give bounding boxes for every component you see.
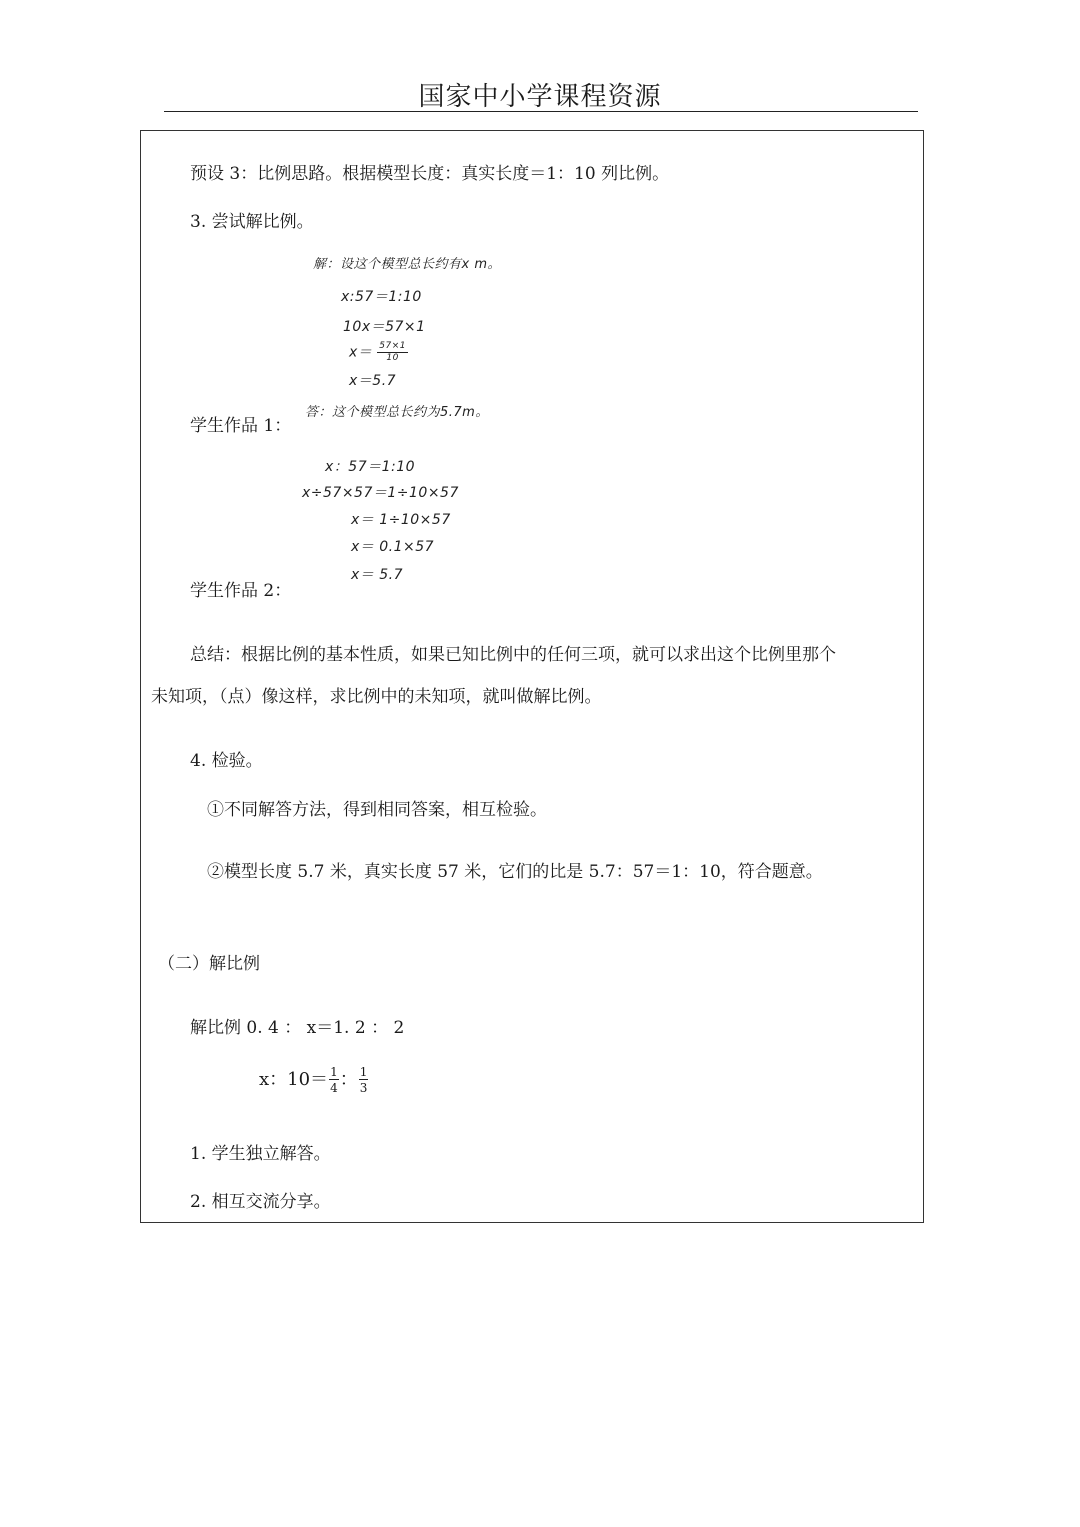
work1-line-4-lhs: x＝ xyxy=(349,344,373,361)
problem-2-colon: ： xyxy=(339,1069,358,1090)
student-work-1-label: 学生作品 1： xyxy=(190,416,292,436)
problem-2-fraction-1-denominator: 4 xyxy=(330,1081,338,1095)
problem-2-fraction-1 xyxy=(329,1066,339,1094)
lesson-content-box xyxy=(140,130,924,1223)
summary-line-2: 未知项，（点）像这样，求比例中的未知项，就叫做解比例。 xyxy=(151,687,602,707)
work1-fraction xyxy=(377,342,408,363)
work1-line-5: x＝5.7 xyxy=(349,373,397,389)
page-header-title: 国家中小学课程资源 xyxy=(418,82,662,112)
work1-line-4 xyxy=(349,342,408,363)
problem-2 xyxy=(259,1066,369,1094)
step-4-heading: 4. 检验。 xyxy=(190,751,263,771)
work1-line-2: x:57＝1:10 xyxy=(341,289,422,305)
problem-2-fraction-2 xyxy=(359,1066,369,1094)
work1-fraction-denominator: 10 xyxy=(386,353,399,363)
work1-line-1: 解：设这个模型总长约有x m。 xyxy=(313,257,501,272)
problem-2-prefix: x：10＝ xyxy=(259,1069,329,1090)
item-2: 2. 相互交流分享。 xyxy=(190,1192,331,1212)
problem-2-fraction-1-numerator: 1 xyxy=(330,1065,338,1079)
problem-1: 解比例 0. 4 ： x＝1. 2 ： 2 xyxy=(190,1018,405,1038)
work2-line-4: x＝ 0.1×57 xyxy=(351,539,435,555)
section-2-heading: （二）解比例 xyxy=(158,954,260,974)
problem-2-fraction-2-numerator: 1 xyxy=(359,1065,368,1079)
work2-line-1: x：57＝1:10 xyxy=(325,459,416,475)
work1-line-6: 答：这个模型总长约为5.7m。 xyxy=(305,405,489,420)
check-item-1: ①不同解答方法，得到相同答案，相互检验。 xyxy=(207,800,547,820)
work2-line-5: x＝ 5.7 xyxy=(351,567,403,583)
item-1: 1. 学生独立解答。 xyxy=(190,1144,331,1164)
check-item-2: ②模型长度 5.7 米，真实长度 57 米，它们的比是 5.7：57＝1：10，符合题意。 xyxy=(207,862,823,882)
summary-line-1: 总结：根据比例的基本性质，如果已知比例中的任何三项，就可以求出这个比例里那个 xyxy=(190,645,836,665)
student-work-2-label: 学生作品 2： xyxy=(190,581,292,601)
work2-line-3: x＝ 1÷10×57 xyxy=(351,512,451,528)
work2-line-2: x÷57×57＝1÷10×57 xyxy=(302,485,459,501)
preset-3-text: 预设 3：比例思路。根据模型长度：真实长度＝1：10 列比例。 xyxy=(190,164,670,184)
header-divider xyxy=(164,111,918,112)
work1-fraction-numerator: 57×1 xyxy=(379,341,406,351)
problem-2-fraction-2-denominator: 3 xyxy=(359,1081,368,1095)
step-3-heading: 3. 尝试解比例。 xyxy=(190,212,314,232)
work1-line-3: 10x＝57×1 xyxy=(343,319,426,335)
